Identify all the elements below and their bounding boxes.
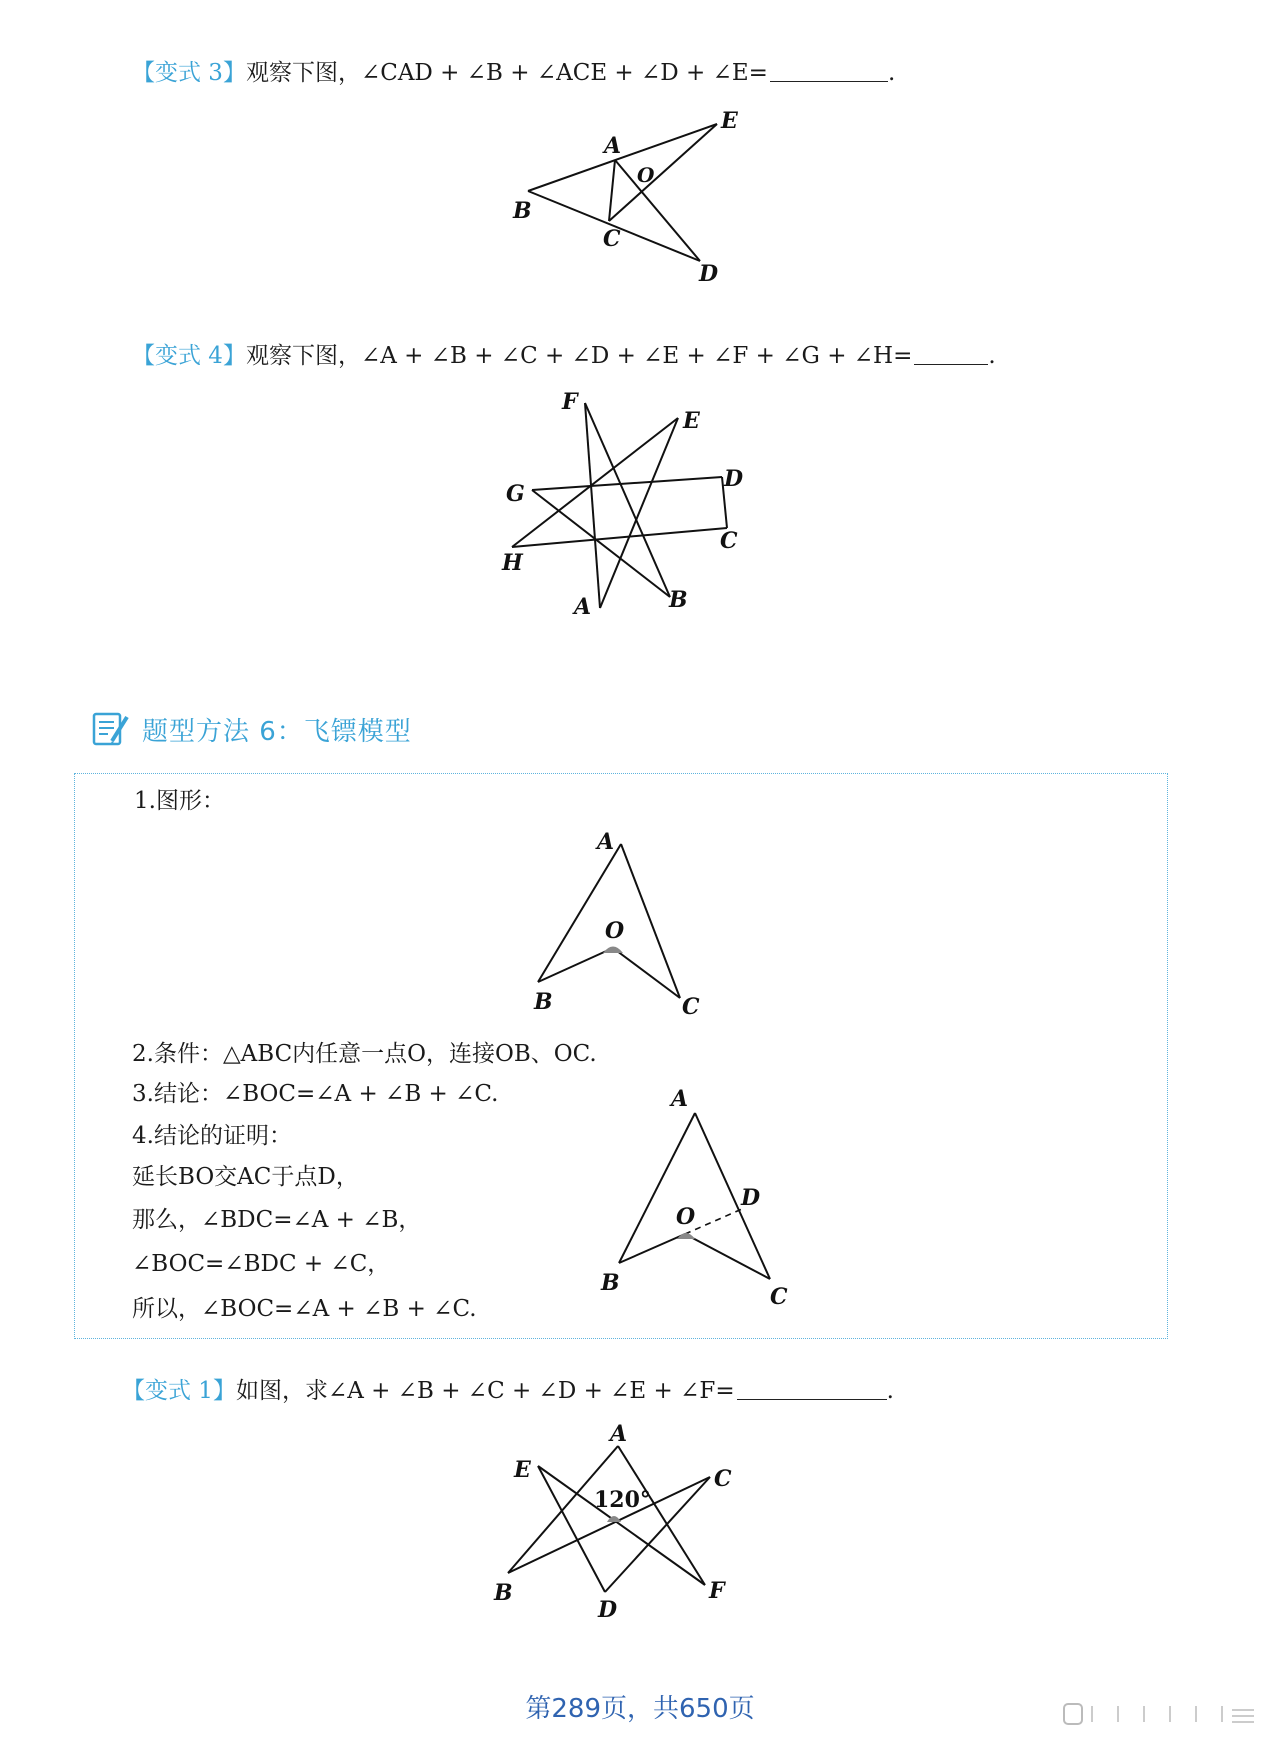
variant4-tag: 【变式 4】 <box>132 343 246 369</box>
answer-blank <box>770 61 888 82</box>
figure-variant1 <box>480 1415 750 1625</box>
fig5-label-a: A <box>610 1421 628 1447</box>
fig3-label-o: O <box>605 918 625 944</box>
figure-dart-model <box>520 820 720 1020</box>
fig2-label-f: F <box>562 389 578 415</box>
fig4-label-o: O <box>676 1204 696 1230</box>
variant3-tag: 【变式 3】 <box>132 60 246 86</box>
fig4-label-c: C <box>770 1284 788 1310</box>
fig5-label-f: F <box>709 1578 725 1604</box>
variant4-text: 观察下图，∠A + ∠B + ∠C + ∠D + ∠E + ∠F + ∠G + ∠H= <box>245 343 913 369</box>
fig1-label-a: A <box>604 133 622 159</box>
figure-variant3 <box>500 105 780 290</box>
figure-variant4 <box>500 388 750 618</box>
method-item1: 1.图形： <box>134 788 225 814</box>
section-heading <box>92 707 412 751</box>
figure-proof <box>590 1085 800 1315</box>
fig5-angle-label: 120° <box>594 1487 651 1513</box>
answer-blank <box>914 344 988 365</box>
variant1-end: . <box>886 1378 894 1404</box>
fig2-label-g: G <box>506 481 525 507</box>
fig5-label-e: E <box>514 1457 531 1483</box>
method-item4: 4.结论的证明： <box>132 1123 292 1149</box>
fig1-label-c: C <box>603 226 621 252</box>
page-indicator: 第289页，共650页 <box>525 1694 755 1724</box>
fig2-label-c: C <box>720 528 738 554</box>
fig3-label-a: A <box>597 829 615 855</box>
fig4-label-a: A <box>671 1086 689 1112</box>
variant1-tag: 【变式 1】 <box>122 1378 236 1404</box>
fig5-label-d: D <box>598 1597 618 1623</box>
fig2-label-b: B <box>669 587 688 613</box>
variant3-line <box>132 54 895 87</box>
fig1-label-b: B <box>513 198 532 224</box>
variant1-text: 如图，求∠A + ∠B + ∠C + ∠D + ∠E + ∠F= <box>235 1378 735 1404</box>
answer-blank <box>737 1379 887 1400</box>
fig2-label-e: E <box>683 408 700 434</box>
proof-line-2: 那么，∠BDC=∠A + ∠B， <box>132 1207 422 1233</box>
fig3-label-b: B <box>534 989 553 1015</box>
section-title: 题型方法 6：飞镖模型 <box>142 716 412 747</box>
method-item2: 2.条件：△ABC内任意一点O，连接OB、OC. <box>132 1041 597 1067</box>
fig5-label-b: B <box>494 1580 513 1606</box>
variant4-end: . <box>988 343 996 369</box>
fig2-label-h: H <box>502 550 523 576</box>
proof-line-4: 所以，∠BOC=∠A + ∠B + ∠C. <box>132 1296 477 1322</box>
variant3-end: . <box>887 60 896 86</box>
proof-line-3: ∠BOC=∠BDC + ∠C， <box>132 1251 391 1277</box>
variant4-line <box>132 337 996 370</box>
notebook-pen-icon <box>92 711 132 747</box>
method-item3: 3.结论：∠BOC=∠A + ∠B + ∠C. <box>132 1081 499 1107</box>
fig4-label-d: D <box>741 1185 761 1211</box>
fig1-label-o: O <box>637 163 655 187</box>
fig1-label-e: E <box>721 108 738 134</box>
variant3-text: 观察下图，∠CAD + ∠B + ∠ACE + ∠D + ∠E= <box>245 60 768 86</box>
fig4-label-b: B <box>601 1270 620 1296</box>
fig3-label-c: C <box>682 994 700 1020</box>
fig2-label-d: D <box>724 466 744 492</box>
page-scrollbar[interactable] <box>1058 1702 1258 1726</box>
variant1-line <box>122 1372 894 1405</box>
fig2-label-a: A <box>574 594 592 618</box>
fig1-label-d: D <box>699 261 719 287</box>
fig5-label-c: C <box>714 1466 732 1492</box>
proof-line-1: 延长BO交AC于点D， <box>132 1164 359 1190</box>
